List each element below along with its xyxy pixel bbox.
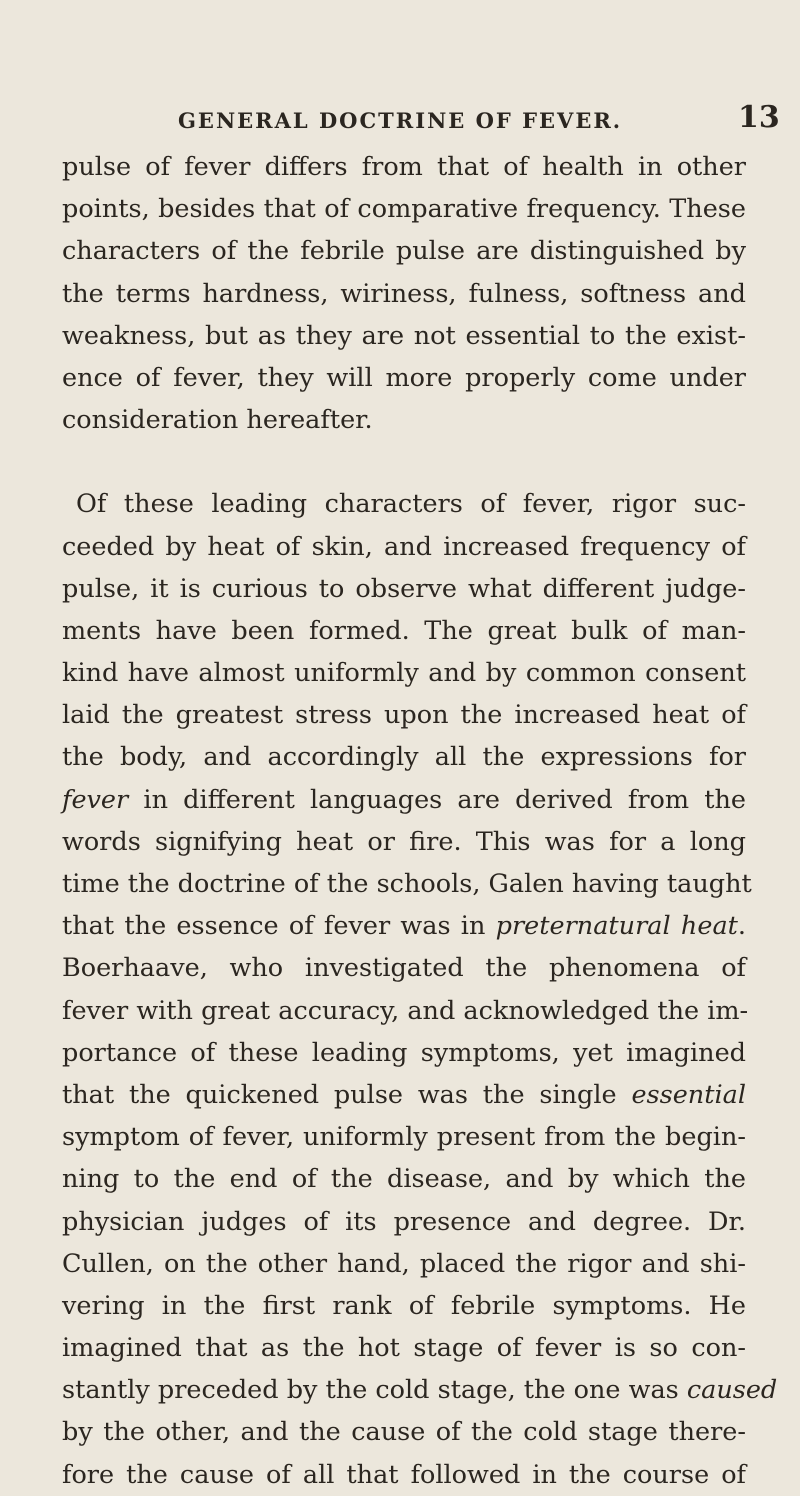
text-line: vering in the first rank of febrile symptoms. He [62, 1290, 746, 1321]
italic-phrase: caused [686, 1375, 778, 1406]
text-line-with-italic: fever in different languages are derived from the [62, 784, 746, 815]
text-line: fore the cause of all that followed in the course of [62, 1459, 746, 1490]
text-line: fever with great accuracy, and acknowledged the im- [62, 995, 749, 1026]
text-line: characters of the febrile pulse are distinguished by [62, 236, 746, 267]
page-number: 13 [738, 100, 780, 135]
text-line: points, besides that of comparative frequency. These [62, 194, 746, 225]
page-body [62, 146, 778, 1496]
text-line: the terms hardness, wiriness, fulness, softness and [62, 278, 746, 309]
text-line: symptom of fever, uniformly present from the begin- [62, 1122, 746, 1153]
paragraph-2 [62, 483, 778, 1496]
text-line-with-italic: stantly preceded by the cold stage, the one was caused [62, 1375, 778, 1406]
text-line: pulse of fever differs from that of health in other [62, 152, 746, 182]
text-line: Boerhaave, who investigated the phenomena of [62, 953, 746, 984]
text-line: Of these leading characters of fever, rigor suc- [76, 489, 746, 520]
text-line: Cullen, on the other hand, placed the rigor and shi- [62, 1248, 746, 1279]
text-line-with-italic: that the quickened pulse was the single essential [62, 1079, 746, 1110]
text-line: consideration hereafter. [62, 405, 373, 436]
text-line: words signifying heat or fire. This was for a long [62, 826, 746, 857]
text-line: weakness, but as they are not essential to the exist- [62, 320, 746, 351]
text-line: kind have almost uniformly and by common consent [62, 658, 746, 689]
text-line-with-italic: that the essence of fever was in preternatural heat. [62, 911, 746, 942]
text-line: ceeded by heat of skin, and increased frequency of [62, 531, 746, 562]
text-line: physician judges of its presence and degree. Dr. [62, 1206, 746, 1237]
running-head: GENERAL DOCTRINE OF FEVER. [178, 108, 623, 133]
text-line: time the doctrine of the schools, Galen having taught [62, 869, 752, 899]
text-line: ence of fever, they will more properly come under [62, 362, 746, 393]
text-line: ments have been formed. The great bulk of man- [62, 615, 746, 646]
text-line: imagined that as the hot stage of fever is so con- [62, 1333, 746, 1364]
italic-phrase: essential [631, 1079, 746, 1110]
text-line: by the other, and the cause of the cold stage there- [62, 1417, 746, 1448]
paragraph-1 [62, 146, 746, 441]
italic-phrase: preternatural heat [495, 911, 738, 942]
text-line: pulse, it is curious to observe what different judge- [62, 573, 746, 604]
text-line: the body, and accordingly all the expressions for [62, 742, 746, 773]
paragraph-gap [62, 441, 746, 483]
text-line: ning to the end of the disease, and by which the [62, 1164, 746, 1195]
text-line: laid the greatest stress upon the increased heat of [62, 700, 746, 731]
text-line: portance of these leading symptoms, yet imagined [62, 1037, 746, 1068]
italic-phrase: fever [62, 784, 129, 815]
